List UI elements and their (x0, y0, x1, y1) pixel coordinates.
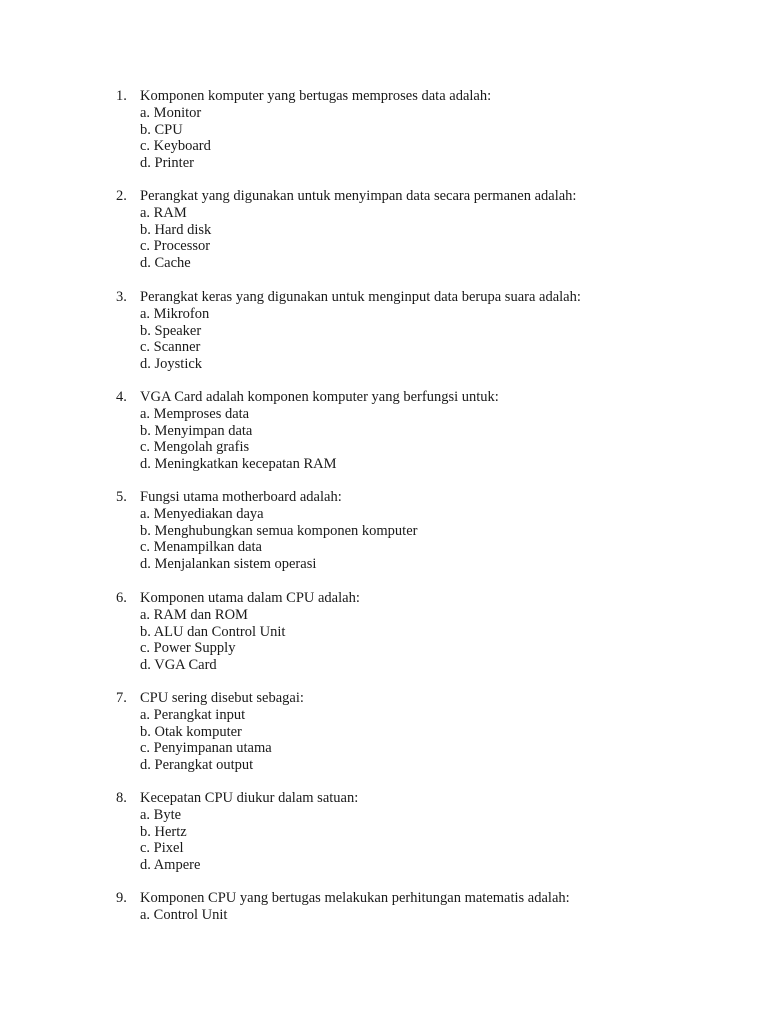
question-6 (0, 590, 768, 674)
question-9 (0, 890, 768, 924)
question-5 (0, 489, 768, 573)
answer-option: b. Speaker (140, 322, 202, 339)
question-1 (0, 88, 768, 172)
answer-option: d. Printer (140, 155, 194, 172)
answer-option: b. CPU (140, 121, 183, 138)
question-4 (0, 389, 768, 473)
answer-option: d. Ampere (140, 857, 201, 874)
question-text: Komponen komputer yang bertugas memproses data adalah: (140, 88, 492, 104)
answer-option: b. ALU dan Control Unit (140, 623, 286, 640)
question-text: VGA Card adalah komponen komputer yang berfungsi untuk: (140, 389, 499, 405)
answer-option: b. Otak komputer (140, 723, 242, 740)
answer-option: c. Menampilkan data (140, 539, 262, 556)
answer-option: b. Hertz (140, 823, 187, 840)
question-number: 8. (116, 790, 127, 806)
answer-option: d. VGA Card (140, 657, 217, 674)
answer-option: c. Scanner (140, 339, 201, 356)
answer-option: a. Monitor (140, 104, 202, 121)
question-number: 7. (116, 690, 127, 706)
question-text: Komponen utama dalam CPU adalah: (140, 590, 360, 606)
question-number: 3. (116, 289, 127, 305)
answer-option: a. Mikrofon (140, 305, 210, 322)
answer-option: d. Menjalankan sistem operasi (140, 556, 317, 573)
question-number: 6. (116, 590, 127, 606)
answer-option: c. Processor (140, 238, 211, 255)
answer-option: d. Joystick (140, 356, 203, 373)
answer-option: a. Perangkat input (140, 706, 246, 723)
answer-option: a. Menyediakan daya (140, 505, 264, 522)
answer-option: c. Penyimpanan utama (140, 740, 272, 757)
answer-option: a. RAM (140, 204, 187, 221)
question-number: 5. (116, 489, 127, 505)
question-3 (0, 289, 768, 373)
answer-option: d. Meningkatkan kecepatan RAM (140, 456, 337, 473)
answer-option: a. Byte (140, 806, 182, 823)
question-2 (0, 188, 768, 272)
question-text: Perangkat yang digunakan untuk menyimpan data secara permanen adalah: (140, 188, 577, 204)
answer-option: b. Menyimpan data (140, 422, 253, 439)
question-8 (0, 790, 768, 874)
answer-option: b. Hard disk (140, 221, 212, 238)
answer-option: c. Power Supply (140, 640, 236, 657)
question-number: 9. (116, 890, 127, 906)
answer-option: d. Perangkat output (140, 757, 254, 774)
question-number: 2. (116, 188, 127, 204)
question-text: CPU sering disebut sebagai: (140, 690, 304, 706)
answer-option: a. Control Unit (140, 906, 228, 923)
question-text: Perangkat keras yang digunakan untuk menginput data berupa suara adalah: (140, 289, 581, 305)
question-7 (0, 690, 768, 774)
answer-option: c. Mengolah grafis (140, 439, 250, 456)
question-number: 1. (116, 88, 127, 104)
answer-option: a. Memproses data (140, 405, 250, 422)
answer-option: b. Menghubungkan semua komponen komputer (140, 522, 418, 539)
answer-option: c. Keyboard (140, 138, 211, 155)
answer-option: d. Cache (140, 255, 191, 272)
answer-option: c. Pixel (140, 840, 184, 857)
question-text: Fungsi utama motherboard adalah: (140, 489, 342, 505)
question-text: Komponen CPU yang bertugas melakukan perhitungan matematis adalah: (140, 890, 570, 906)
answer-option: a. RAM dan ROM (140, 606, 248, 623)
question-number: 4. (116, 389, 127, 405)
question-text: Kecepatan CPU diukur dalam satuan: (140, 790, 359, 806)
